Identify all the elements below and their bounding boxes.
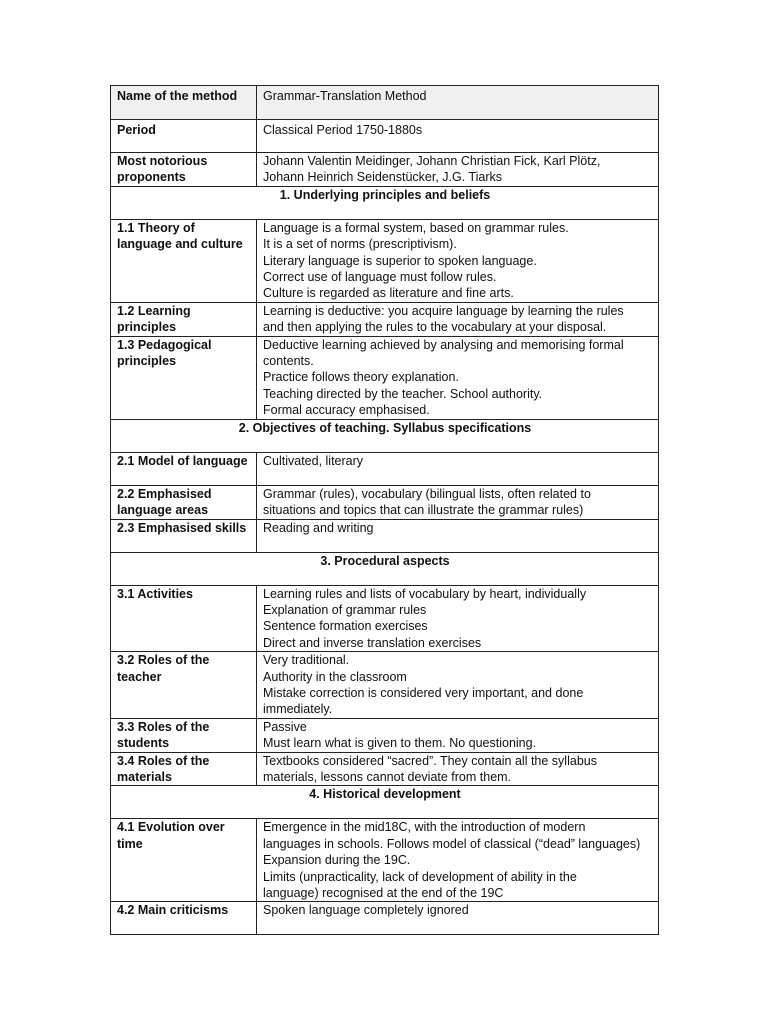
row-label: 2.3 Emphasised skills	[111, 519, 257, 552]
value-line: Language is a formal system, based on grammar rules.	[263, 220, 569, 235]
value-line: Learning rules and lists of vocabulary by heart, individually	[263, 586, 587, 601]
value-line: Culture is regarded as literature and fine arts.	[263, 286, 514, 301]
value-line: Sentence formation exercises	[263, 619, 428, 634]
section-heading: 3. Procedural aspects	[111, 552, 659, 585]
section-heading-row	[111, 419, 659, 452]
row-value	[257, 585, 659, 652]
row-value	[257, 302, 659, 336]
value-line: and then applying the rules to the vocabulary at your disposal.	[263, 320, 607, 335]
table-row-skills	[111, 519, 659, 552]
value-line: Very traditional.	[263, 653, 350, 668]
value-line: Johann Valentin Meidinger, Johann Christian Fick, Karl Plötz,	[263, 154, 601, 168]
table-row-student-roles	[111, 718, 659, 752]
row-value	[257, 752, 659, 786]
row-label	[111, 652, 257, 719]
value-line: Deductive learning achieved by analysing and memorising formal	[263, 337, 624, 352]
row-label	[111, 219, 257, 302]
table-row-period	[111, 120, 659, 153]
row-label	[111, 752, 257, 786]
value-line: Correct use of language must follow rules.	[263, 270, 497, 285]
method-summary-table	[110, 85, 659, 935]
value-line: contents.	[263, 354, 314, 369]
value-line: Practice follows theory explanation.	[263, 370, 459, 385]
label-line: 1.3 Pedagogical	[117, 337, 212, 352]
row-label: 3.1 Activities	[111, 585, 257, 652]
value-line: immediately.	[263, 702, 333, 717]
label-line: 3.2 Roles of the	[117, 653, 210, 668]
table-row-proponents	[111, 153, 659, 187]
value-line: Limits (unpracticality, lack of development of ability in the	[263, 869, 577, 884]
table-row-theory	[111, 219, 659, 302]
value-line: Direct and inverse translation exercises	[263, 635, 482, 650]
value-line: Teaching directed by the teacher. School authority.	[263, 386, 543, 401]
label-line: 1.1 Theory of	[117, 220, 195, 235]
row-value: Reading and writing	[257, 519, 659, 552]
value-line: Emergence in the mid18C, with the introduction of modern	[263, 820, 586, 835]
value-line: languages in schools. Follows model of classical (“dead” languages)	[263, 836, 641, 851]
value-line: Grammar (rules), vocabulary (bilingual lists, often related to	[263, 486, 591, 501]
label-line: 3.4 Roles of the	[117, 753, 210, 768]
table-row-language-areas	[111, 485, 659, 519]
table-row-model-of-language	[111, 452, 659, 485]
row-label	[111, 153, 257, 187]
row-value	[257, 219, 659, 302]
value-line: Learning is deductive: you acquire language by learning the rules	[263, 303, 624, 318]
section-heading: 4. Historical development	[111, 786, 659, 819]
label-line: 4.1 Evolution over	[117, 820, 225, 835]
section-heading-row	[111, 186, 659, 219]
row-label	[111, 485, 257, 519]
row-value: Cultivated, literary	[257, 452, 659, 485]
row-label: Period	[111, 120, 257, 153]
label-line: 2.2 Emphasised	[117, 486, 212, 501]
value-line: situations and topics that can illustrate the grammar rules)	[263, 503, 584, 518]
value-line: It is a set of norms (prescriptivism).	[263, 237, 457, 252]
section-heading-row	[111, 552, 659, 585]
table-row-method	[111, 86, 659, 120]
label-line: time	[117, 836, 143, 851]
label-line: principles	[117, 354, 177, 369]
row-label: 4.2 Main criticisms	[111, 902, 257, 935]
row-label: Name of the method	[111, 86, 257, 120]
value-line: Must learn what is given to them. No questioning.	[263, 736, 537, 751]
row-label: 2.1 Model of language	[111, 452, 257, 485]
row-value: Grammar-Translation Method	[257, 86, 659, 120]
value-line: Mistake correction is considered very important, and done	[263, 685, 584, 700]
row-value: Classical Period 1750-1880s	[257, 120, 659, 153]
value-line: materials, lessons cannot deviate from them.	[263, 769, 512, 784]
value-line: Johann Heinrich Seidenstücker, J.G. Tiarks	[263, 170, 503, 185]
label-line: language and culture	[117, 237, 243, 252]
value-line: Explanation of grammar rules	[263, 602, 427, 617]
label-line: proponents	[117, 170, 186, 185]
row-label	[111, 819, 257, 902]
value-line: language) recognised at the end of the 19C	[263, 886, 504, 900]
document-page	[110, 85, 658, 935]
label-line: materials	[117, 769, 172, 784]
row-label	[111, 336, 257, 419]
label-line: 1.2 Learning	[117, 303, 191, 318]
label-line: language areas	[117, 503, 209, 518]
section-heading: 1. Underlying principles and beliefs	[111, 186, 659, 219]
row-value	[257, 485, 659, 519]
row-value	[257, 718, 659, 752]
row-value	[257, 819, 659, 902]
row-value	[257, 336, 659, 419]
label-line: Most notorious	[117, 154, 208, 168]
table-row-material-roles	[111, 752, 659, 786]
value-line: Expansion during the 19C.	[263, 853, 411, 868]
label-line: 3.3 Roles of the	[117, 719, 210, 734]
table-row-learning-principles	[111, 302, 659, 336]
value-line: Textbooks considered “sacred”. They contain all the syllabus	[263, 753, 597, 768]
table-row-pedagogical-principles	[111, 336, 659, 419]
row-label	[111, 718, 257, 752]
section-heading: 2. Objectives of teaching. Syllabus specifications	[111, 419, 659, 452]
label-line: principles	[117, 320, 177, 335]
table-row-criticisms	[111, 902, 659, 935]
row-label	[111, 302, 257, 336]
row-value: Spoken language completely ignored	[257, 902, 659, 935]
label-line: students	[117, 736, 170, 751]
value-line: Literary language is superior to spoken language.	[263, 253, 537, 268]
table-row-teacher-roles	[111, 652, 659, 719]
table-row-evolution	[111, 819, 659, 902]
value-line: Formal accuracy emphasised.	[263, 403, 430, 418]
label-line: teacher	[117, 669, 162, 684]
value-line: Passive	[263, 719, 307, 734]
row-value	[257, 153, 659, 187]
value-line: Authority in the classroom	[263, 669, 407, 684]
row-value	[257, 652, 659, 719]
table-row-activities	[111, 585, 659, 652]
section-heading-row	[111, 786, 659, 819]
